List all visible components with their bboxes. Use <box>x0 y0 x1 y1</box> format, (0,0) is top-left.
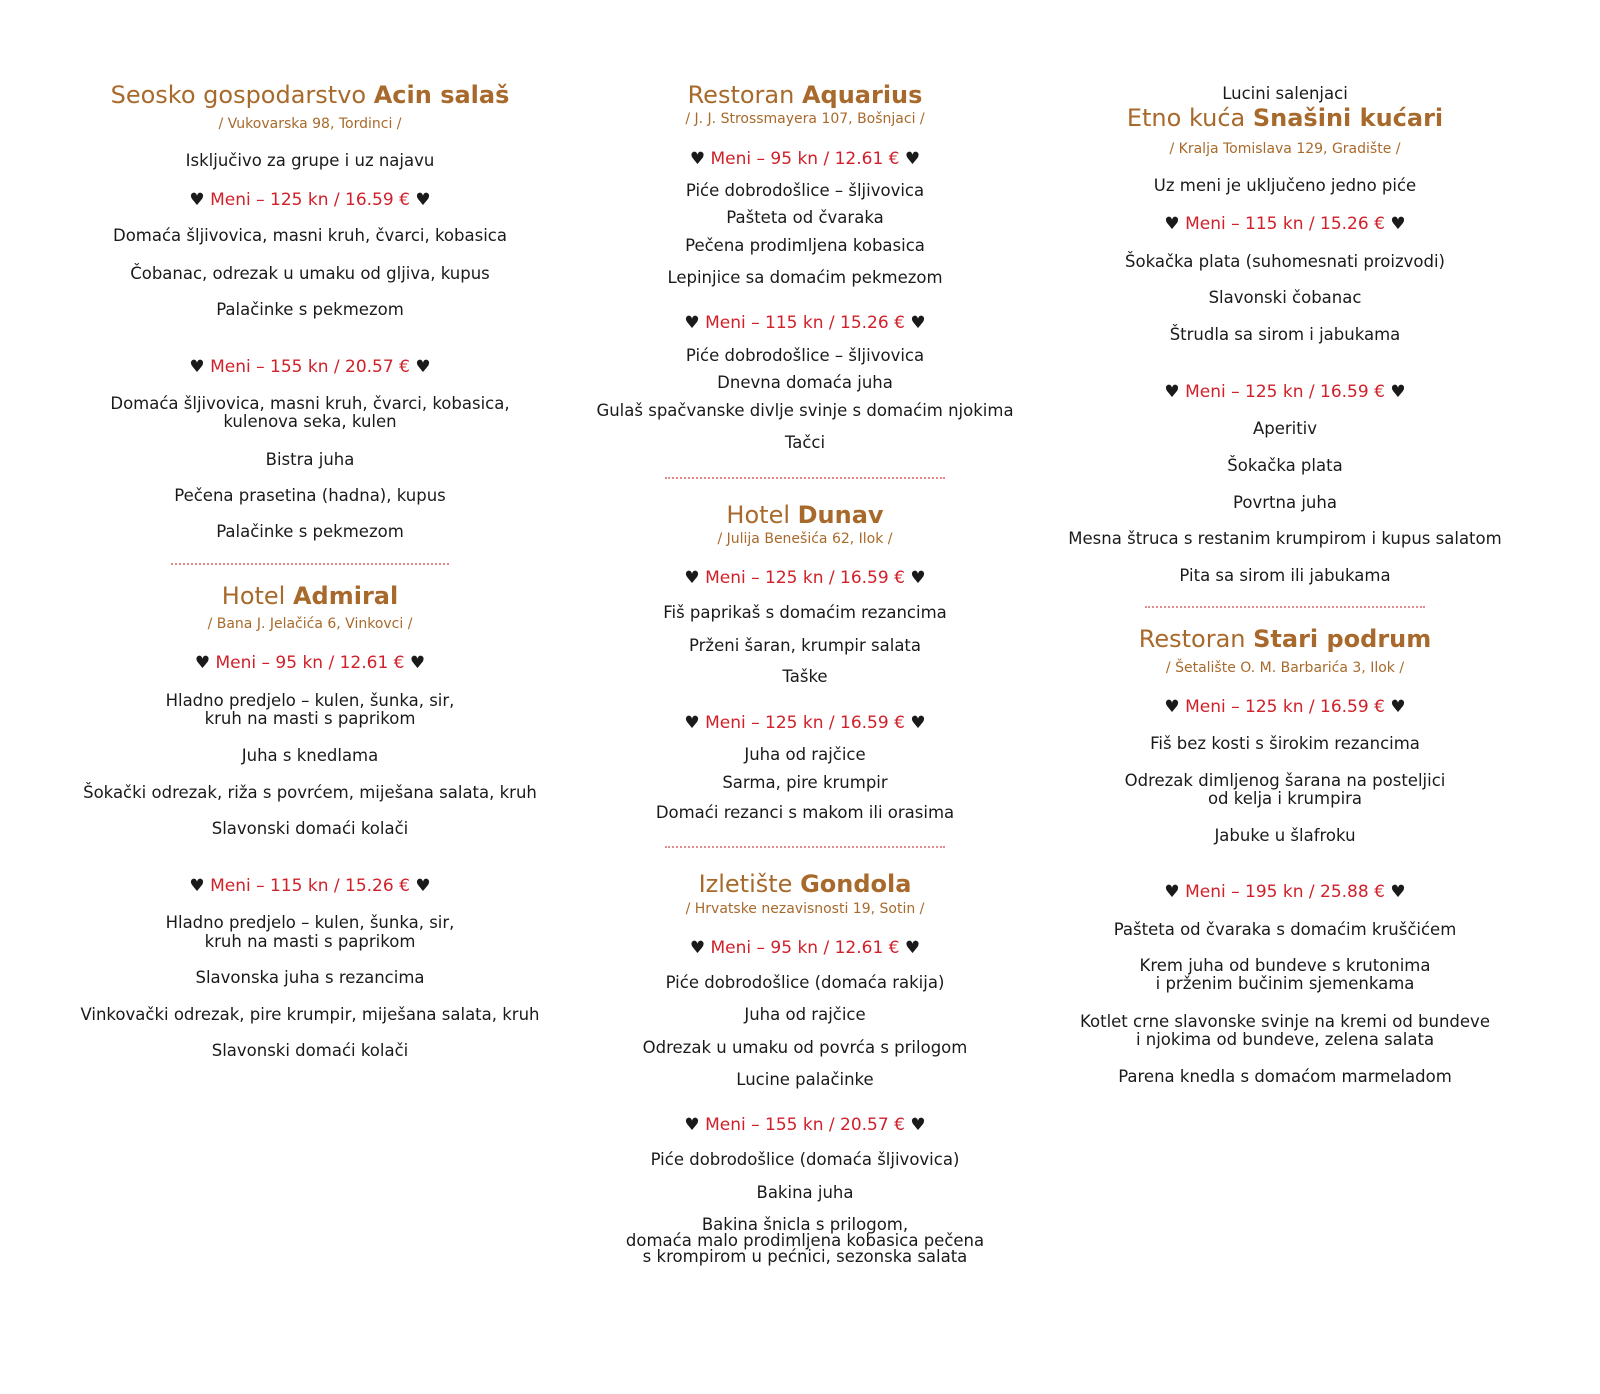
heart-icon: ♥ <box>684 713 700 733</box>
heart-icon: ♥ <box>189 876 205 896</box>
restaurant-address: / Bana J. Jelačića 6, Vinkovci / <box>207 616 413 632</box>
menu-item: Juha od rajčice <box>744 745 866 764</box>
menu-price: ♥ Meni – 155 kn / 20.57 € ♥ <box>684 1115 926 1135</box>
heart-icon: ♥ <box>1390 382 1406 402</box>
heart-icon: ♥ <box>1164 882 1180 902</box>
menu-item: Odrezak u umaku od povrća s prilogom <box>642 1038 968 1057</box>
restaurant-address: / Vukovarska 98, Tordinci / <box>218 116 402 132</box>
menu-price: ♥ Meni – 125 kn / 16.59 € ♥ <box>1164 382 1406 402</box>
divider <box>171 563 449 565</box>
heart-icon: ♥ <box>904 149 921 169</box>
menu-price: ♥ Meni – 155 kn / 20.57 € ♥ <box>189 357 431 377</box>
menu-item: Domaći rezanci s makom ili orasima <box>655 803 955 822</box>
menu-item: Šokačka plata (suhomesnati proizvodi) <box>1125 252 1445 271</box>
menu-item: Slavonska juha s rezancima <box>195 968 425 987</box>
restaurant-title: Seosko gospodarstvo Acin salaš <box>110 81 510 109</box>
menu-item: Šokačka plata <box>1227 456 1343 475</box>
menu-item: Palačinke s pekmezom <box>216 300 404 319</box>
menu-item: Bakina juha <box>756 1183 854 1202</box>
menu-item: Slavonski čobanac <box>1208 288 1362 307</box>
menu-item: Hladno predjelo – kulen, šunka, sir, <box>165 691 455 710</box>
menu-item: Slavonski domaći kolači <box>211 1041 409 1060</box>
menu-item: Piće dobrodošlice – šljivovica <box>685 181 925 200</box>
menu-price: ♥ Meni – 125 kn / 16.59 € ♥ <box>684 568 926 588</box>
menu-item: Prženi šaran, krumpir salata <box>688 636 922 655</box>
menu-item: Hladno predjelo – kulen, šunka, sir, <box>165 913 455 932</box>
header-note: Lucini salenjaci <box>1222 84 1348 103</box>
menu-item: Piće dobrodošlice – šljivovica <box>685 346 925 365</box>
menu-item: od kelja i krumpira <box>1207 789 1363 808</box>
menu-item: Šokački odrezak, riža s povrćem, miješana salata, kruh <box>83 783 537 802</box>
heart-icon: ♥ <box>910 568 926 588</box>
heart-icon: ♥ <box>415 876 431 896</box>
heart-icon: ♥ <box>1164 214 1180 234</box>
heart-icon: ♥ <box>1390 214 1406 234</box>
menu-item: Krem juha od bundeve s krutonima <box>1139 956 1431 975</box>
divider <box>665 846 945 848</box>
menu-item: Kotlet crne slavonske svinje na kremi od bundeve <box>1080 1012 1490 1031</box>
menu-item: Pašteta od čvaraka s domaćim kruščićem <box>1113 920 1457 939</box>
restaurant-address: / Kralja Tomislava 129, Gradište / <box>1169 141 1401 157</box>
menu-item: Juha s knedlama <box>241 746 379 765</box>
heart-icon: ♥ <box>689 938 706 958</box>
menu-item: Vinkovački odrezak, pire krumpir, miješana salata, kruh <box>80 1005 540 1024</box>
menu-item: i prženim bučinim sjemenkama <box>1155 974 1415 993</box>
menu-item: kruh na masti s paprikom <box>204 709 416 728</box>
menu-price: ♥ Meni – 125 kn / 16.59 € ♥ <box>684 713 926 733</box>
restaurant-title: Restoran Aquarius <box>687 81 923 109</box>
menu-item: Fiš bez kosti s širokim rezancima <box>1150 734 1420 753</box>
menu-item: Sarma, pire krumpir <box>722 773 888 792</box>
menu-item: Pečena prasetina (hadna), kupus <box>174 486 446 505</box>
heart-icon: ♥ <box>904 938 921 958</box>
menu-item: Piće dobrodošlice (domaća rakija) <box>665 973 945 992</box>
heart-icon: ♥ <box>415 190 431 210</box>
menu-item: Lepinjice sa domaćim pekmezom <box>667 268 943 287</box>
menu-item: Bakina šnicla s prilogom, <box>701 1215 909 1234</box>
heart-icon: ♥ <box>910 313 926 333</box>
restaurant-title: Hotel Admiral <box>221 582 399 610</box>
menu-item: Tačci <box>784 433 826 452</box>
restaurant-address: / J. J. Strossmayera 107, Bošnjaci / <box>685 111 925 127</box>
divider <box>665 477 945 479</box>
menu-item: Jabuke u šlafroku <box>1214 826 1356 845</box>
restaurant-address: / Hrvatske nezavisnosti 19, Sotin / <box>685 901 925 917</box>
heart-icon: ♥ <box>910 713 926 733</box>
heart-icon: ♥ <box>189 190 205 210</box>
menu-item: Gulaš spačvanske divlje svinje s domaćim njokima <box>596 401 1014 420</box>
menu-item: Pita sa sirom ili jabukama <box>1179 566 1391 585</box>
heart-icon: ♥ <box>910 1115 926 1135</box>
menu-item: Taške <box>782 667 828 686</box>
menu-item: Povrtna juha <box>1233 493 1337 512</box>
menu-item: Odrezak dimljenog šarana na posteljici <box>1124 771 1446 790</box>
heart-icon: ♥ <box>684 568 700 588</box>
menu-item: Pašteta od čvaraka <box>726 208 884 227</box>
menu-item: Palačinke s pekmezom <box>216 522 404 541</box>
menu-price: ♥ Meni – 115 kn / 15.26 € ♥ <box>189 876 431 896</box>
heart-icon: ♥ <box>415 357 431 377</box>
heart-icon: ♥ <box>409 653 426 673</box>
menu-item: Piće dobrodošlice (domaća šljivovica) <box>650 1150 960 1169</box>
menu-item: Bistra juha <box>265 450 355 469</box>
heart-icon: ♥ <box>1164 382 1180 402</box>
divider <box>1145 606 1425 608</box>
heart-icon: ♥ <box>189 357 205 377</box>
menu-item: domaća malo prodimljena kobasica pečena <box>625 1231 985 1250</box>
menu-item: Mesna štruca s restanim krumpirom i kupus salatom <box>1068 529 1502 548</box>
menu-price: ♥ Meni – 95 kn / 12.61 € ♥ <box>689 938 921 958</box>
menu-price: ♥ Meni – 115 kn / 15.26 € ♥ <box>684 313 926 333</box>
restaurant-address: / Julija Benešića 62, Ilok / <box>717 531 893 547</box>
restaurant-address: / Šetalište O. M. Barbarića 3, Ilok / <box>1165 660 1405 676</box>
restaurant-title: Izletište Gondola <box>698 870 912 898</box>
menu-item: kruh na masti s paprikom <box>204 932 416 951</box>
heart-icon: ♥ <box>1390 697 1406 717</box>
menu-price: ♥ Meni – 115 kn / 15.26 € ♥ <box>1164 214 1406 234</box>
menu-price: ♥ Meni – 125 kn / 16.59 € ♥ <box>189 190 431 210</box>
restaurant-title: Hotel Dunav <box>726 501 884 529</box>
menu-item: Fiš paprikaš s domaćim rezancima <box>663 603 947 622</box>
heart-icon: ♥ <box>1164 697 1180 717</box>
heart-icon: ♥ <box>194 653 211 673</box>
menu-note: Isključivo za grupe i uz najavu <box>185 151 435 170</box>
menu-item: Štrudla sa sirom i jabukama <box>1169 325 1401 344</box>
menu-item: Dnevna domaća juha <box>717 373 893 392</box>
menu-item: Domaća šljivovica, masni kruh, čvarci, kobasica <box>113 226 507 245</box>
heart-icon: ♥ <box>1390 882 1406 902</box>
menu-item: Juha od rajčice <box>744 1005 866 1024</box>
menu-item: kulenova seka, kulen <box>223 412 397 431</box>
restaurant-title: Restoran Stari podrum <box>1138 625 1432 653</box>
menu-item: i njokima od bundeve, zelena salata <box>1135 1030 1435 1049</box>
heart-icon: ♥ <box>684 313 700 333</box>
menu-price: ♥ Meni – 95 kn / 12.61 € ♥ <box>689 149 921 169</box>
menu-item: s krompirom u pećnici, sezonska salata <box>642 1247 968 1266</box>
restaurant-title: Etno kuća Snašini kućari <box>1126 104 1444 132</box>
heart-icon: ♥ <box>684 1115 700 1135</box>
menu-item: Pečena prodimljena kobasica <box>685 236 925 255</box>
menu-item: Domaća šljivovica, masni kruh, čvarci, kobasica, <box>110 394 510 413</box>
menu-item: Lucine palačinke <box>736 1070 874 1089</box>
menu-item: Parena knedla s domaćom marmeladom <box>1118 1067 1452 1086</box>
menu-item: Slavonski domaći kolači <box>211 819 409 838</box>
menu-item: Čobanac, odrezak u umaku od gljiva, kupus <box>130 264 490 283</box>
menu-note: Uz meni je uključeno jedno piće <box>1153 176 1417 195</box>
menu-item: Aperitiv <box>1252 419 1318 438</box>
heart-icon: ♥ <box>689 149 706 169</box>
menu-price: ♥ Meni – 195 kn / 25.88 € ♥ <box>1164 882 1406 902</box>
menu-price: ♥ Meni – 95 kn / 12.61 € ♥ <box>194 653 426 673</box>
menu-price: ♥ Meni – 125 kn / 16.59 € ♥ <box>1164 697 1406 717</box>
